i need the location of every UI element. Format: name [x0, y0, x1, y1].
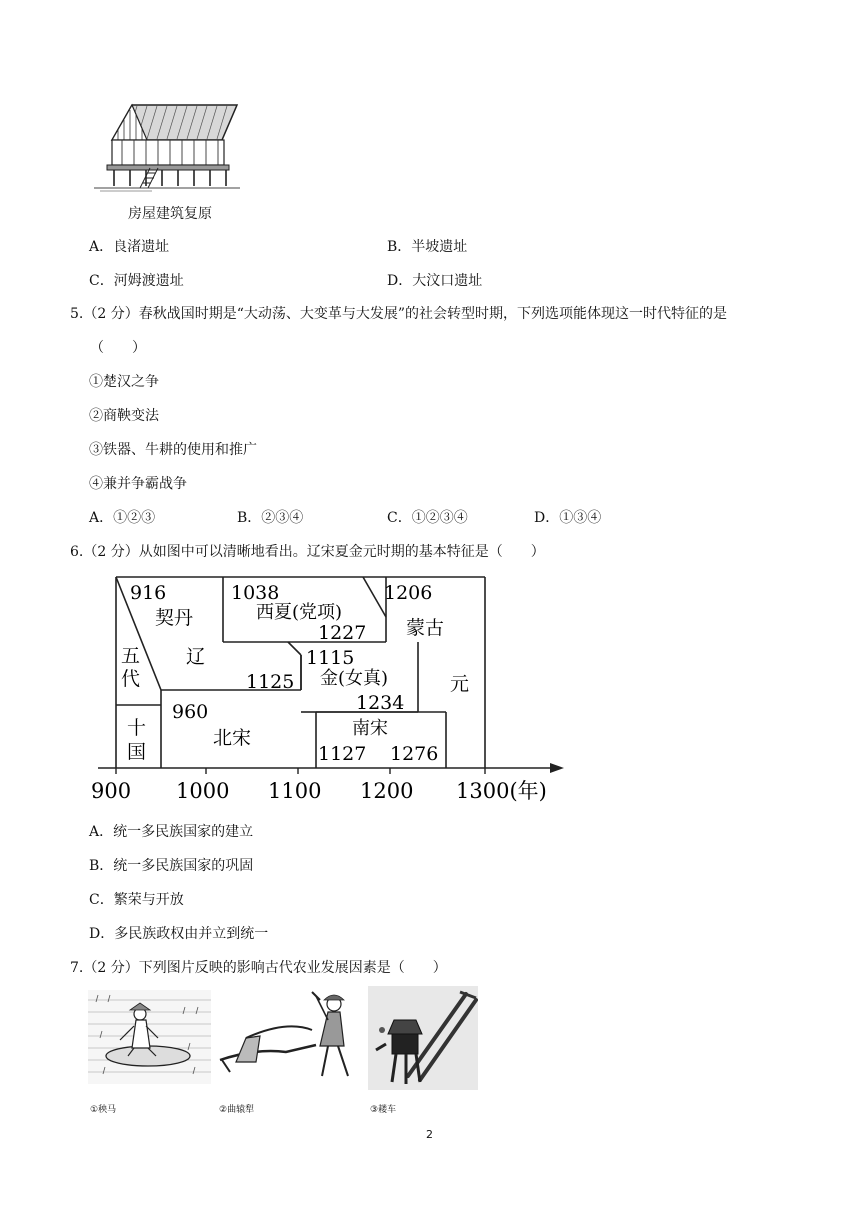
year-1227: 1227 [318, 622, 367, 644]
q5-item-4: ④兼并争霸战争 [89, 476, 187, 492]
seed-drill-photo [368, 986, 478, 1090]
year-1127: 1127 [318, 743, 367, 765]
label-wudai-2: 代 [121, 668, 141, 690]
year-916: 916 [130, 582, 167, 604]
year-1125: 1125 [246, 671, 295, 693]
year-1038: 1038 [231, 582, 280, 604]
q5-option-c[interactable]: C．①②③④ [387, 510, 468, 526]
year-1234: 1234 [356, 692, 405, 714]
q5-item-1: ①楚汉之争 [89, 374, 159, 390]
image-caption-yangma: ①秧马 [90, 1105, 117, 1115]
q5-answer-paren: （ ） [90, 340, 146, 356]
q5-option-a[interactable]: A．①②③ [89, 510, 156, 526]
year-1276: 1276 [390, 743, 439, 765]
label-nansong: 南宋 [352, 718, 388, 739]
q4-option-b[interactable]: B．半坡遗址 [387, 239, 468, 255]
house-caption: 房屋建筑复原 [128, 206, 212, 222]
axis-tick-1200: 1200 [360, 779, 414, 803]
stilt-house-illustration [92, 100, 242, 195]
year-1115: 1115 [306, 647, 355, 669]
q5-option-d[interactable]: D．①③④ [534, 510, 602, 526]
curved-shaft-plow-illustration [216, 990, 358, 1084]
year-960: 960 [172, 701, 209, 723]
page-number: 2 [426, 1128, 433, 1141]
label-menggu: 蒙古 [406, 617, 445, 639]
q4-option-c[interactable]: C．河姆渡遗址 [89, 273, 184, 289]
q5-item-2: ②商鞅变法 [89, 408, 159, 424]
label-wudai-1: 五 [121, 645, 141, 667]
q5-option-b[interactable]: B．②③④ [237, 510, 304, 526]
q6-stem: 6.（2 分）从如图中可以清晰地看出。辽宋夏金元时期的基本特征是（ ） [70, 544, 545, 560]
label-liao: 辽 [186, 646, 206, 668]
label-beisong: 北宋 [213, 727, 252, 749]
q6-option-d[interactable]: D．多民族政权由并立到统一 [89, 926, 269, 942]
yangma-rice-seedling-boat-illustration [88, 990, 211, 1084]
label-shiguo-2: 国 [127, 741, 147, 763]
q7-stem: 7.（2 分）下列图片反映的影响古代农业发展因素是（ ） [70, 960, 447, 976]
label-yuan: 元 [450, 673, 470, 695]
label-shiguo-1: 十 [127, 717, 147, 739]
axis-tick-1000: 1000 [176, 779, 230, 803]
axis-tick-1300: 1300(年) [456, 779, 547, 803]
axis-tick-900: 900 [91, 779, 132, 803]
label-xixia: 西夏(党项) [256, 602, 343, 623]
label-jin: 金(女真) [320, 668, 389, 689]
q6-option-b[interactable]: B．统一多民族国家的巩固 [89, 858, 254, 874]
axis-tick-1100: 1100 [268, 779, 322, 803]
q5-item-3: ③铁器、牛耕的使用和推广 [89, 442, 257, 458]
q6-option-c[interactable]: C．繁荣与开放 [89, 892, 184, 908]
image-caption-louche: ③耧车 [370, 1105, 397, 1115]
label-qidan: 契丹 [155, 607, 194, 629]
q4-option-a[interactable]: A．良渚遗址 [89, 239, 170, 255]
q5-stem: 5.（2 分）春秋战国时期是“大动荡、大变革与大发展”的社会转型时期，下列选项能体现这一时代特征的是 [70, 306, 728, 322]
q6-option-a[interactable]: A．统一多民族国家的建立 [89, 824, 254, 840]
image-caption-quyuanli: ②曲辕犁 [219, 1105, 255, 1115]
dynasty-timeline-chart [88, 572, 568, 807]
q4-option-d[interactable]: D．大汶口遗址 [387, 273, 483, 289]
year-1206: 1206 [384, 582, 433, 604]
